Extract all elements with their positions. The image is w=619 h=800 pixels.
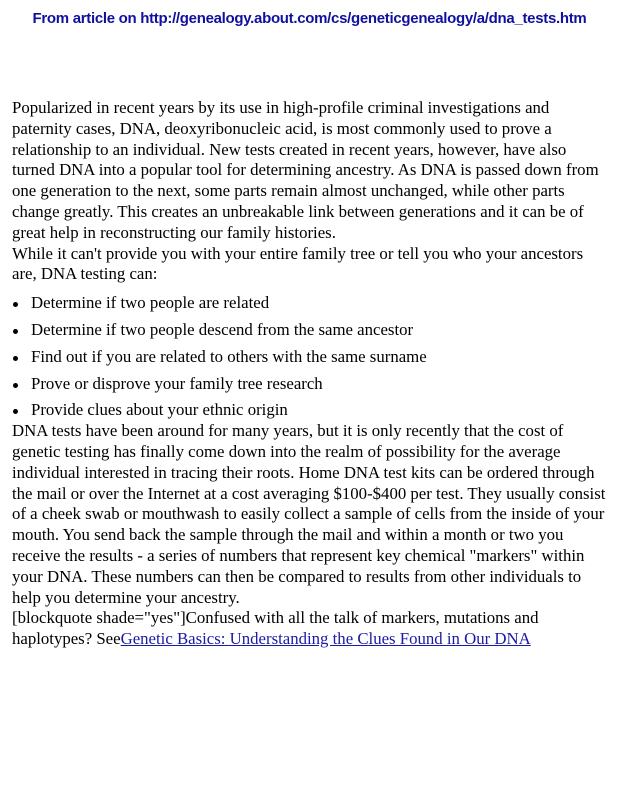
paragraph-cost: DNA tests have been around for many years, but it is only recently that the cost of genetic testing has finally come down into the realm of possibility for the average individual interested in tracing their roots. Home DNA test kits can be ordered through the mail or over the Internet at a cost averaging $100-$400 per test. They usually consist of a cheek swab or mouthwash to easily collect a sample of cells from the inside of your mouth. You send back the sample through the mail and within a month or two you receive the results - a series of numbers that represent key chemical "markers" within your DNA. These numbers can then be compared to results from other individuals to help you determine your ancestry. <box>12 421 606 607</box>
bullet-icon <box>13 302 18 307</box>
list-item <box>12 347 608 368</box>
list-item-text: Prove or disprove your family tree research <box>31 373 323 393</box>
dna-testing-list <box>12 293 608 421</box>
list-item <box>12 374 608 395</box>
list-item <box>12 293 608 314</box>
source-header: From article on http://genealogy.about.com/cs/geneticgenealogy/a/dna_tests.htm <box>32 10 587 27</box>
list-item <box>12 400 608 421</box>
bullet-icon <box>13 409 18 414</box>
blockquote-text: [blockquote shade="yes"]Confused with all the talk of markers, mutations and haplotypes? See <box>12 608 539 649</box>
bullet-icon <box>13 356 18 361</box>
paragraph-intro: Popularized in recent years by its use in high-profile criminal investigations and paternity cases, DNA, deoxyribonucleic acid, is most commonly used to prove a relationship to an individual. New tests created in recent years, however, have also turned DNA into a popular tool for determining ancestry. As DNA is passed down from one generation to the next, some parts remain almost unchanged, while other parts change greatly. This creates an unbreakable link between generations and it can be of great help in reconstructing our family histories. <box>12 98 599 242</box>
genetic-basics-link[interactable]: Genetic Basics: Understanding the Clues Found in Our DNA <box>120 629 531 649</box>
bullet-icon <box>13 383 18 388</box>
article-body <box>12 98 608 650</box>
paragraph-testing-can: While it can't provide you with your entire family tree or tell you who your ancestors are, DNA testing can: <box>12 243 584 284</box>
paragraph-blockquote <box>12 608 608 650</box>
list-item-text: Determine if two people are related <box>31 293 270 313</box>
bullet-icon <box>13 329 18 334</box>
list-item-text: Provide clues about your ethnic origin <box>31 400 288 420</box>
list-item-text: Determine if two people descend from the same ancestor <box>31 319 414 339</box>
list-item-text: Find out if you are related to others with the same surname <box>31 346 427 366</box>
list-item <box>12 320 608 341</box>
